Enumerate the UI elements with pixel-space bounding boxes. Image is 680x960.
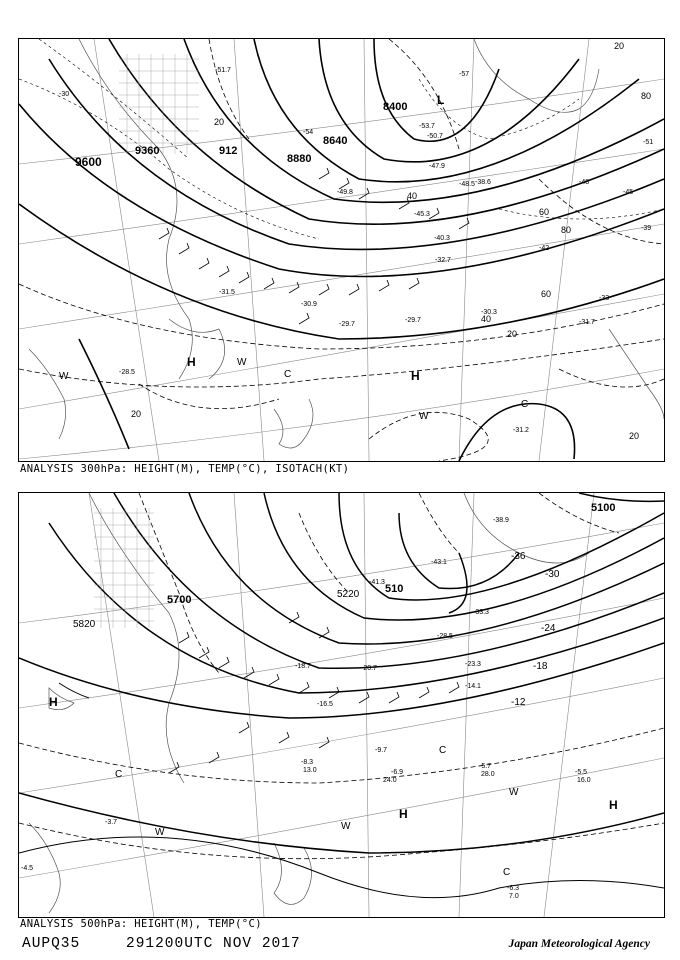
station-value: -30.3: [481, 309, 497, 316]
high-pressure-marker: H: [49, 695, 58, 709]
station-value: -40.3: [434, 235, 450, 242]
warm-marker: W: [341, 821, 351, 832]
isotach-label: 20: [507, 329, 518, 339]
station-value: -8.3: [301, 759, 314, 766]
isotach-label: 20: [131, 409, 142, 419]
station-value: -6.9: [391, 769, 404, 776]
station-value: -31.5: [219, 289, 235, 296]
chart-caption-300hpa: ANALYSIS 300hPa: HEIGHT(M), TEMP(°C), ISOTACH(KT): [20, 463, 350, 475]
height-label: 5820: [73, 619, 96, 630]
agency-credit: Japan Meteorological Agency: [508, 938, 650, 950]
station-value: -33.3: [473, 609, 489, 616]
station-value: -45.3: [414, 211, 430, 218]
station-value: -28.5: [119, 369, 135, 376]
chart-caption-500hpa: ANALYSIS 500hPa: HEIGHT(M), TEMP(°C): [20, 918, 262, 930]
height-contours: [19, 493, 664, 853]
temp-label: -39: [641, 225, 652, 232]
station-value: -6.3: [507, 885, 520, 892]
height-label: 5700: [167, 594, 192, 606]
warm-marker: W: [59, 371, 69, 382]
station-value: -16.5: [317, 701, 333, 708]
isotach-label: 80: [561, 225, 572, 235]
temp-label: -54: [303, 129, 314, 136]
station-value: -5.5: [575, 769, 588, 776]
height-label: 510: [385, 583, 404, 595]
height-label: 9600: [75, 155, 102, 169]
station-value: -14.1: [465, 683, 481, 690]
height-contours: [19, 39, 664, 461]
station-value: 16.0: [577, 777, 591, 784]
height-label: 8640: [323, 135, 348, 147]
height-label: 5100: [591, 502, 616, 514]
station-value: -32.7: [435, 257, 451, 264]
station-value: -23.3: [465, 661, 481, 668]
chart-500hpa: [18, 492, 665, 918]
temp-label: -48: [579, 179, 590, 186]
high-pressure-marker: H: [411, 369, 420, 383]
station-value: 28.0: [481, 771, 495, 778]
coastline: [29, 39, 664, 448]
warm-marker: W: [419, 411, 429, 422]
station-value: -4.5: [21, 865, 34, 872]
map-300hpa: [19, 39, 664, 461]
station-value: -29.7: [405, 317, 421, 324]
product-code: AUPQ35: [22, 936, 81, 952]
isotach-label: 80: [641, 91, 652, 101]
cold-marker: C: [503, 867, 511, 878]
temp-label: -57: [459, 71, 470, 78]
station-value: -31.7: [579, 319, 595, 326]
station-value: -30.9: [301, 301, 317, 308]
warm-marker: W: [155, 827, 165, 838]
height-label: 8880: [287, 153, 312, 165]
isotach-label: 60: [541, 289, 552, 299]
station-value: -31.2: [513, 427, 529, 434]
contour-bottom: [19, 683, 664, 898]
warm-marker: W: [509, 787, 519, 798]
station-value: 13.0: [303, 767, 317, 774]
height-label: 5220: [337, 589, 360, 600]
valid-time: 291200UTC NOV 2017: [126, 936, 301, 952]
graticule: [19, 39, 664, 461]
station-value: -47.9: [429, 163, 445, 170]
cold-marker: C: [439, 745, 447, 756]
station-value: -53.7: [419, 123, 435, 130]
station-value: 24.0: [383, 777, 397, 784]
station-value: -20.7: [361, 665, 377, 672]
isotach-contours: [19, 39, 664, 461]
cold-marker: C: [521, 399, 529, 410]
station-value: -41.3: [369, 579, 385, 586]
temp-label: -12: [511, 697, 526, 708]
temp-label: -36: [511, 551, 526, 562]
cold-marker: C: [115, 769, 123, 780]
chart-300hpa: [18, 38, 665, 462]
station-value: -29.7: [339, 321, 355, 328]
station-value: -43.1: [431, 559, 447, 566]
isotach-label: 40: [407, 191, 418, 201]
graticule: [19, 493, 664, 917]
isotach-label: 60: [539, 207, 550, 217]
station-value: -28.5: [437, 633, 453, 640]
temp-label: -45: [623, 189, 634, 196]
map-500hpa: [19, 493, 664, 917]
station-value: -49.8: [337, 189, 353, 196]
height-label: 912: [219, 145, 238, 157]
isotach-label: 20: [214, 117, 225, 127]
station-value: -5.7: [479, 763, 492, 770]
isotach-label: 40: [481, 314, 492, 324]
station-value: -18.7: [295, 663, 311, 670]
temp-label: -18: [533, 661, 548, 672]
height-label: 9360: [135, 145, 160, 157]
station-value: -48.5: [459, 181, 475, 188]
low-pressure-marker: L: [437, 93, 445, 107]
station-value: -50.7: [427, 133, 443, 140]
station-value: -38.9: [493, 517, 509, 524]
high-pressure-marker: H: [609, 798, 618, 812]
high-pressure-marker: H: [187, 355, 196, 369]
temp-label: -33: [599, 295, 610, 302]
height-label: 8400: [383, 101, 408, 113]
station-value: -3.7: [105, 819, 118, 826]
station-value: -51.7: [215, 67, 231, 74]
warm-marker: W: [237, 357, 247, 368]
isotach-label: 20: [614, 41, 625, 51]
temp-contours: [19, 493, 664, 859]
temp-label: -42: [539, 245, 550, 252]
isotach-label: 20: [629, 431, 640, 441]
temp-label: -30: [59, 91, 70, 98]
cold-marker: C: [284, 369, 292, 380]
temp-label: -30: [545, 569, 560, 580]
station-value: -9.7: [375, 747, 388, 754]
temp-label: -51: [643, 139, 654, 146]
temp-label: -24: [541, 623, 556, 634]
station-value: -38.6: [475, 179, 491, 186]
station-value: 7.0: [509, 893, 519, 900]
high-pressure-marker: H: [399, 807, 408, 821]
